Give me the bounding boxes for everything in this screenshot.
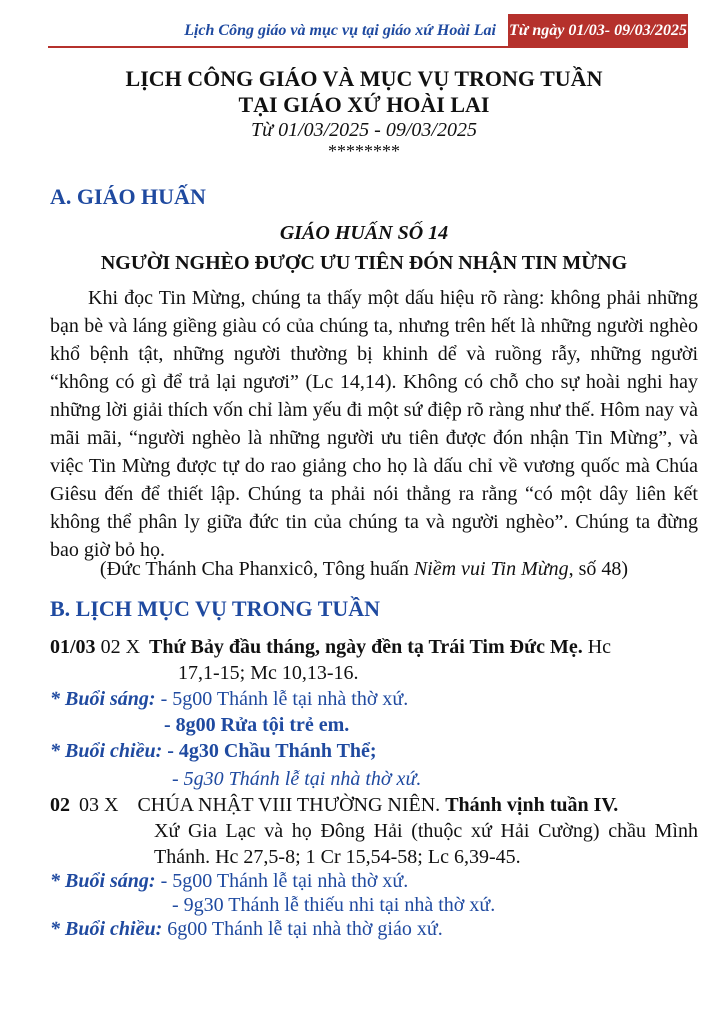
day2-morning-label: * Buổi sáng:: [50, 870, 156, 892]
day1-morning-label: * Buổi sáng:: [50, 688, 156, 710]
day2-feast: CHÚA NHẬT VIII THƯỜNG NIÊN.: [137, 794, 441, 816]
date-range: Từ 01/03/2025 - 09/03/2025: [251, 119, 477, 141]
day1-afternoon-1: - 4g30 Chầu Thánh Thể;: [167, 740, 377, 762]
day1-afternoon-line: [50, 738, 377, 764]
citation-prefix: (Đức Thánh Cha Phanxicô, Tông huấn: [99, 558, 414, 580]
day2-morning-1: - 5g00 Thánh lễ tại nhà thờ xứ.: [160, 870, 409, 892]
day1-morning-1: - 5g00 Thánh lễ tại nhà thờ xứ.: [160, 688, 409, 710]
header-rule: [48, 46, 508, 48]
day1-morning-2: - 8g00 Rửa tội trẻ em.: [164, 714, 350, 736]
day2-morning-2: - 9g30 Thánh lễ thiếu nhi tại nhà thờ xứ.: [172, 894, 496, 916]
day1-afternoon-label: * Buổi chiều:: [50, 740, 163, 762]
day2-afternoon-line: [50, 916, 443, 942]
day2-line: [50, 792, 618, 818]
citation-work: Niềm vui Tin Mừng: [413, 558, 569, 580]
day1-lunar: 02 X: [100, 636, 141, 658]
day1-line: [50, 634, 611, 660]
day2-text: Xứ Gia Lạc và họ Đông Hải (thuộc xứ Hải Cường) chầu Mình Thánh. Hc 27,5-8; 1 Cr 15,54-58; Lc 6,39-45.: [154, 820, 698, 868]
title-block: [0, 66, 728, 160]
page-header: [48, 14, 688, 48]
day2-afternoon-label: * Buổi chiều:: [50, 918, 163, 940]
day2-afternoon-1: 6g00 Thánh lễ tại nhà thờ giáo xứ.: [167, 918, 443, 940]
section-a-heading: A. GIÁO HUẤN: [50, 184, 206, 209]
main-title: LỊCH CÔNG GIÁO VÀ MỤC VỤ TRONG TUẦN: [125, 66, 603, 91]
stars-divider: ********: [328, 141, 400, 161]
giao-huan-title: NGƯỜI NGHÈO ĐƯỢC ƯU TIÊN ĐÓN NHẬN TIN MỪNG: [100, 252, 628, 274]
day1-feast: Thứ Bảy đầu tháng, ngày đền tạ Trái Tim Đức Mẹ.: [149, 636, 583, 658]
day2-morning-line: [50, 868, 408, 894]
citation-suffix: , số 48): [568, 558, 629, 580]
day2-date: 02: [50, 794, 70, 816]
day1-date: 01/03: [50, 636, 96, 658]
header-date-badge: Từ ngày 01/03- 09/03/2025: [508, 14, 688, 48]
day2-psalter: Thánh vịnh tuần IV.: [445, 794, 619, 816]
day1-afternoon-2: - 5g30 Thánh lễ tại nhà thờ xứ.: [172, 768, 422, 790]
day1-morning-line: [50, 686, 408, 712]
main-subtitle: TẠI GIÁO XỨ HOÀI LAI: [238, 92, 490, 117]
header-title: Lịch Công giáo và mục vụ tại giáo xứ Hoài Lai: [184, 22, 496, 39]
giao-huan-number: GIÁO HUẤN SỐ 14: [279, 222, 449, 244]
day2-lunar: 03 X: [79, 794, 119, 816]
citation: [0, 558, 728, 581]
giao-huan-paragraph: Khi đọc Tin Mừng, chúng ta thấy một dấu hiệu rõ ràng: không phải những bạn bè và láng giềng giàu có của chúng ta, nhưng trên hết là những người nghèo khổ bệnh tật, những người thường bị khinh dể và ruồng rẫy, những người “không có gì để trả lại ngươi” (Lc 14,14). Không có chỗ cho sự hoài nghi hay những lời giải thích vốn chỉ làm yếu đi một sứ điệp rõ ràng như thế. Hôm nay và mãi mãi, “người nghèo là những người ưu tiên được đón nhận Tin Mừng”, và việc Tin Mừng được tự do rao giảng cho họ là dấu chỉ về vương quốc mà Chúa Giêsu đến để thiết lập. Chúng ta phải nói thẳng ra rằng “có một dây liên kết không thể phân ly giữa đức tin của chúng ta và người nghèo”. Chúng ta đừng bao giờ bỏ họ.: [50, 287, 698, 561]
day1-readings-a: Hc: [587, 636, 612, 658]
section-b-heading: B. LỊCH MỤC VỤ TRONG TUẦN: [50, 596, 381, 621]
day1-readings: 17,1-15; Mc 10,13-16.: [178, 662, 359, 684]
